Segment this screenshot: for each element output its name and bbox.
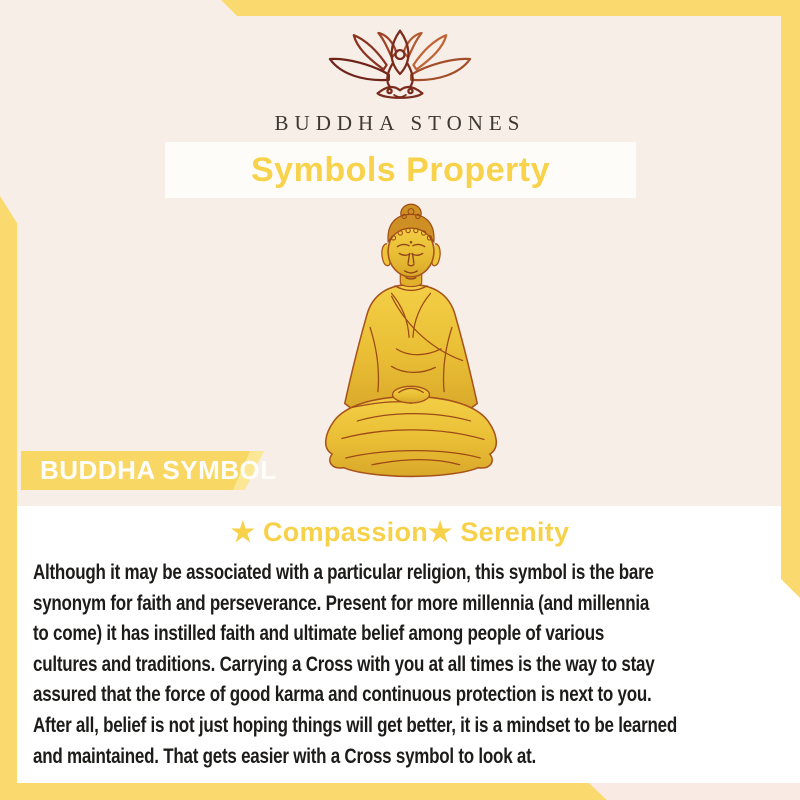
- body-line: synonym for faith and perseverance. Present for more millennia (and millennia: [33, 590, 650, 615]
- symbol-ribbon-label: BUDDHA SYMBOL: [40, 455, 277, 485]
- title-banner: [165, 142, 636, 198]
- properties-heading: ★ Compassion★ Serenity: [230, 517, 570, 547]
- frame-bottom-right-cream: [589, 783, 800, 800]
- body-line: cultures and traditions. Carrying a Cross with you at all times is the way to stay: [33, 651, 655, 676]
- page-title: Symbols Property: [251, 150, 550, 189]
- body-paragraph: [33, 557, 677, 771]
- brand-name: BUDDHA STONES: [274, 111, 526, 135]
- body-line: to come) it has instilled faith and ultimate belief among people of various: [33, 621, 605, 646]
- buddha-statue-icon: [299, 202, 523, 486]
- body-line: assured that the force of good karma and continuous protection is next to you.: [33, 682, 652, 707]
- buddha-statue-illustration: [299, 202, 523, 486]
- body-line: and maintained. That gets easier with a Cross symbol to look at.: [33, 743, 536, 768]
- lotus-meditation-icon: [318, 22, 482, 108]
- symbol-ribbon: [21, 451, 281, 490]
- body-line: After all, belief is not just hoping things will get better, it is a mindset to be learned: [33, 712, 677, 737]
- body-line: Although it may be associated with a particular religion, this symbol is the bare: [33, 560, 654, 584]
- frame-bottom-band: [0, 783, 607, 800]
- brand-logo-block: [0, 22, 800, 136]
